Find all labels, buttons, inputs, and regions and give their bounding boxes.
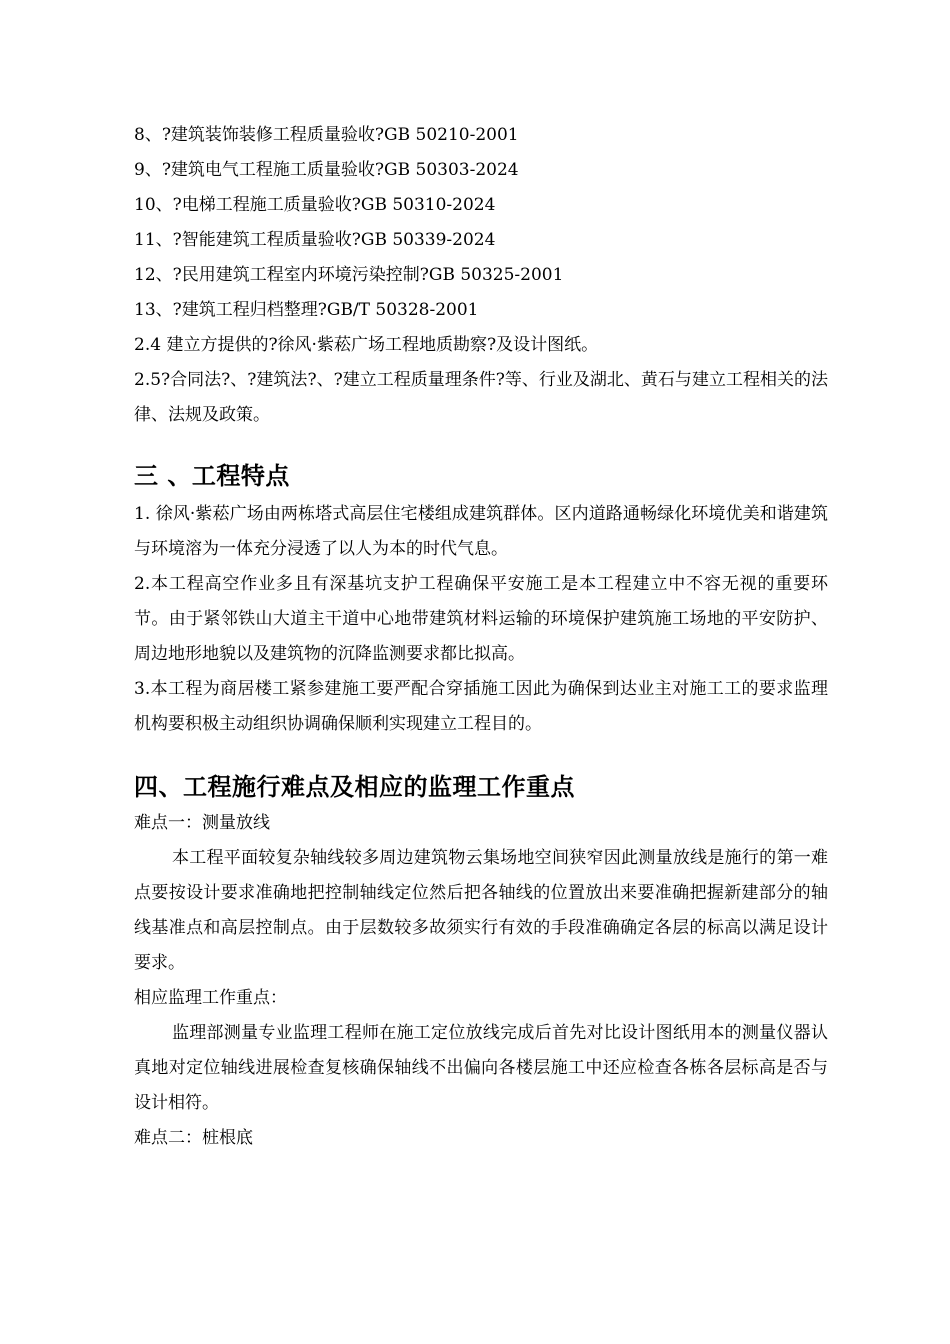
standard-item-9: 9、?建筑电气工程施工质量验收?GB 50303-2024	[134, 160, 519, 180]
section-3-heading: 三 、工程特点	[134, 461, 290, 490]
basis-item-2-4: 2.4 建立方提供的?徐风·紫菘广场工程地质勘察?及设计图纸。	[134, 335, 599, 355]
difficulty-2-label: 难点二：桩根底	[134, 1128, 253, 1148]
focus-1-text: 监理部测量专业监理工程师在施工定位放线完成后首先对比设计图纸用本的测量仪器认真地对定位轴线进展检查复核确保轴线不出偏向各楼层施工中还应检查各栋各层标高是否与设计相符。	[134, 1023, 828, 1113]
difficulty-1-label: 难点一：测量放线	[134, 813, 270, 833]
section-4-heading: 四、工程施行难点及相应的监理工作重点	[134, 772, 575, 801]
standard-item-13: 13、?建筑工程归档整理?GB/T 50328-2001	[134, 300, 479, 320]
basis-item-2-5: 2.5?合同法?、?建筑法?、?建立工程质量理条件?等、行业及湖北、黄石与建立工程相关的法律、法规及政策。	[134, 370, 828, 425]
document-page	[134, 118, 828, 1156]
section-3-paragraph-2: 2.本工程高空作业多且有深基坑支护工程确保平安施工是本工程建立中不容无视的重要环节。由于紧邻铁山大道主干道中心地带建筑材料运输的环境保护建筑施工场地的平安防护、周边地形地貌以及建筑物的沉降监测要求都比拟高。	[134, 574, 828, 664]
focus-1-label: 相应监理工作重点：	[134, 988, 287, 1008]
standard-item-11: 11、?智能建筑工程质量验收?GB 50339-2024	[134, 230, 496, 250]
difficulty-1-text: 本工程平面较复杂轴线较多周边建筑物云集场地空间狭窄因此测量放线是施行的第一难点要按设计要求准确地把控制轴线定位然后把各轴线的位置放出来要准确把握新建部分的轴线基准点和高层控制点。由于层数较多故须实行有效的手段准确确定各层的标高以满足设计要求。	[134, 848, 828, 973]
standard-item-8: 8、?建筑装饰装修工程质量验收?GB 50210-2001	[134, 125, 519, 145]
standard-item-12: 12、?民用建筑工程室内环境污染控制?GB 50325-2001	[134, 265, 564, 285]
section-3-paragraph-3: 3.本工程为商居楼工紧参建施工要严配合穿插施工因此为确保到达业主对施工工的要求监理机构要积极主动组织协调确保顺利实现建立工程目的。	[134, 679, 828, 734]
standard-item-10: 10、?电梯工程施工质量验收?GB 50310-2024	[134, 195, 496, 215]
section-3-paragraph-1: 1. 徐风·紫菘广场由两栋塔式高层住宅楼组成建筑群体。区内道路通畅绿化环境优美和谐建筑与环境溶为一体充分浸透了以人为本的时代气息。	[134, 504, 828, 559]
